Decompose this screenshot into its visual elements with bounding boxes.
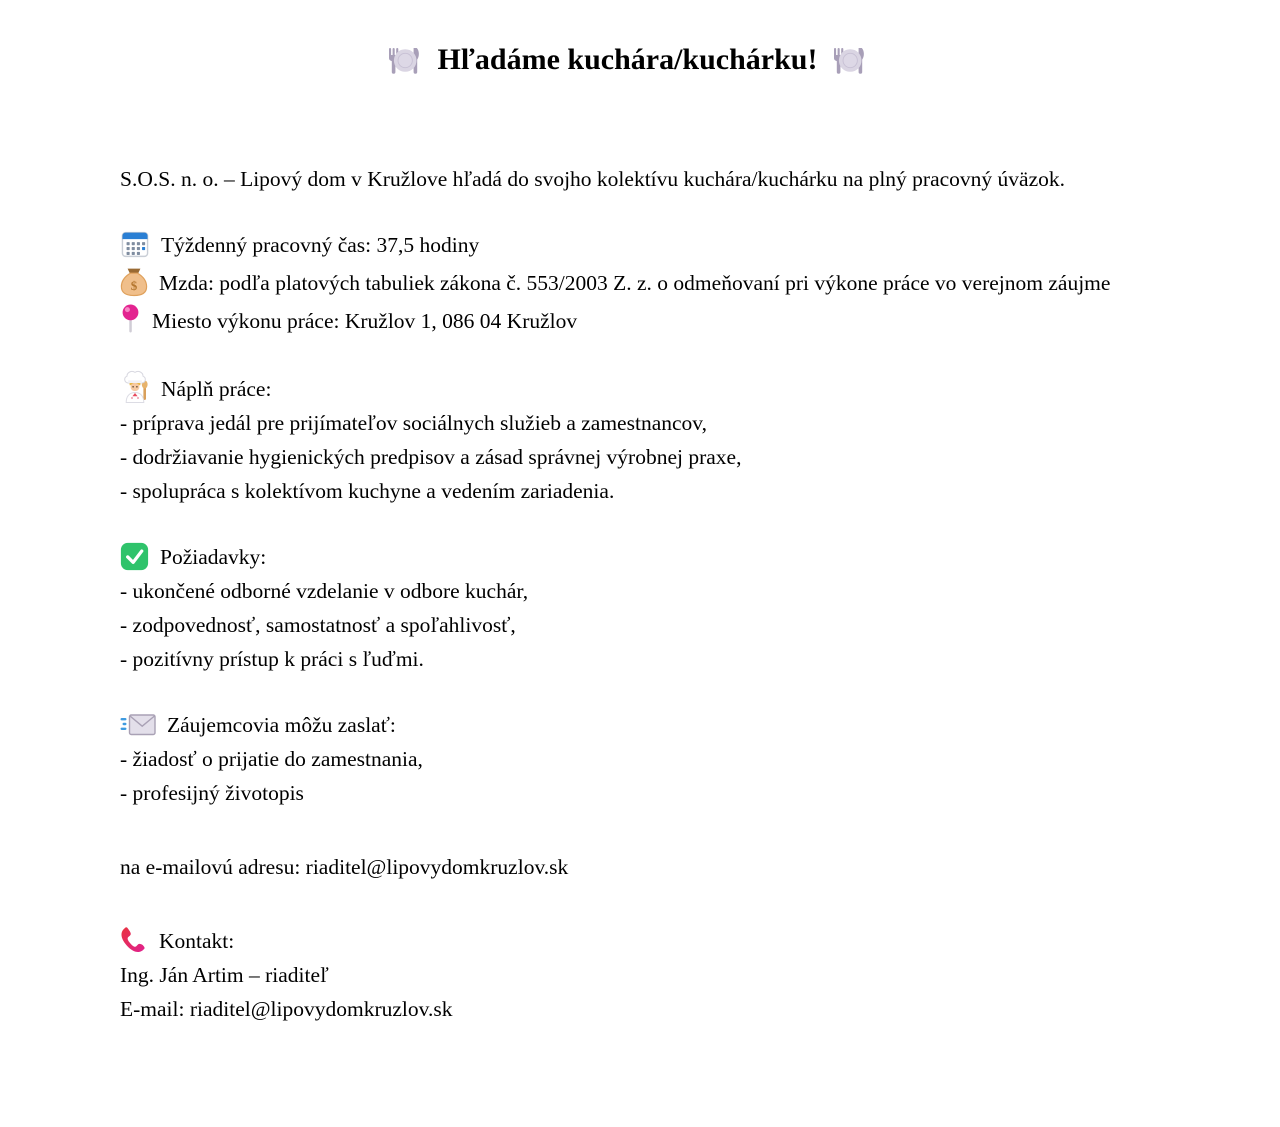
cook-icon [120, 370, 150, 403]
detail-location-line [120, 304, 1135, 338]
fork-and-knife-with-plate-icon [831, 45, 869, 76]
svg-text:$: $ [130, 278, 138, 294]
section-heading-line [120, 708, 1135, 742]
detail-schedule-text: Týždenný pracovný čas: 37,5 hodiny [161, 233, 480, 257]
round-pushpin-icon [120, 304, 141, 335]
section-application [120, 708, 1135, 810]
calendar-icon [120, 229, 150, 259]
section-heading-text: Kontakt: [159, 929, 235, 953]
section-heading-text: Požiadavky: [160, 545, 267, 569]
list-item: - žiadosť o prijatie do zamestnania, [120, 747, 423, 771]
section-heading-text: Náplň práce: [161, 377, 272, 401]
detail-salary-text: Mzda: podľa platových tabuliek zákona č. 553/2003 Z. z. o odmeňovaní pri výkone práce vo verejnom záujme [159, 271, 1111, 295]
detail-salary-line [120, 266, 1135, 300]
contact-person-line: Ing. Ján Artim – riaditeľ [120, 963, 329, 987]
detail-schedule-line [120, 228, 1135, 262]
check-mark-icon [120, 542, 149, 571]
fork-and-knife-with-plate-icon [386, 45, 424, 76]
page-title [120, 42, 1135, 78]
contact-email-line: E-mail: riaditel@lipovydomkruzlov.sk [120, 997, 453, 1021]
section-heading-text: Záujemcovia môžu zaslať: [167, 713, 396, 737]
money-bag-icon [120, 267, 148, 297]
detail-location-text: Miesto výkonu práce: Kružlov 1, 086 04 Kružlov [152, 309, 578, 333]
list-item: - príprava jedál pre prijímateľov sociálnych služieb a zamestnancov, [120, 411, 708, 435]
section-heading-line [120, 924, 1135, 958]
section-job-description [120, 370, 1135, 508]
incoming-envelope-icon [120, 711, 156, 739]
email-address-line: na e-mailovú adresu: riaditel@lipovydomkruzlov.sk [120, 855, 569, 879]
intro-paragraph: S.O.S. n. o. – Lipový dom v Kružlove hľadá do svojho kolektívu kuchára/kuchárku na plný pracovný úväzok. [120, 167, 1065, 191]
section-requirements [120, 540, 1135, 676]
section-contact [120, 924, 1135, 1026]
page-title-text: Hľadáme kuchára/kuchárku! [437, 43, 818, 76]
list-item: - pozitívny prístup k práci s ľuďmi. [120, 647, 424, 671]
phone-receiver-icon [120, 927, 148, 955]
list-item: - profesijný životopis [120, 781, 304, 805]
list-item: - ukončené odborné vzdelanie v odbore kuchár, [120, 579, 529, 603]
list-item: - dodržiavanie hygienických predpisov a zásad správnej výrobnej praxe, [120, 445, 742, 469]
list-item: - zodpovednosť, samostatnosť a spoľahlivosť, [120, 613, 516, 637]
section-heading-line [120, 370, 1135, 406]
section-heading-line [120, 540, 1135, 574]
list-item: - spolupráca s kolektívom kuchyne a vedením zariadenia. [120, 479, 615, 503]
job-details [120, 228, 1135, 338]
